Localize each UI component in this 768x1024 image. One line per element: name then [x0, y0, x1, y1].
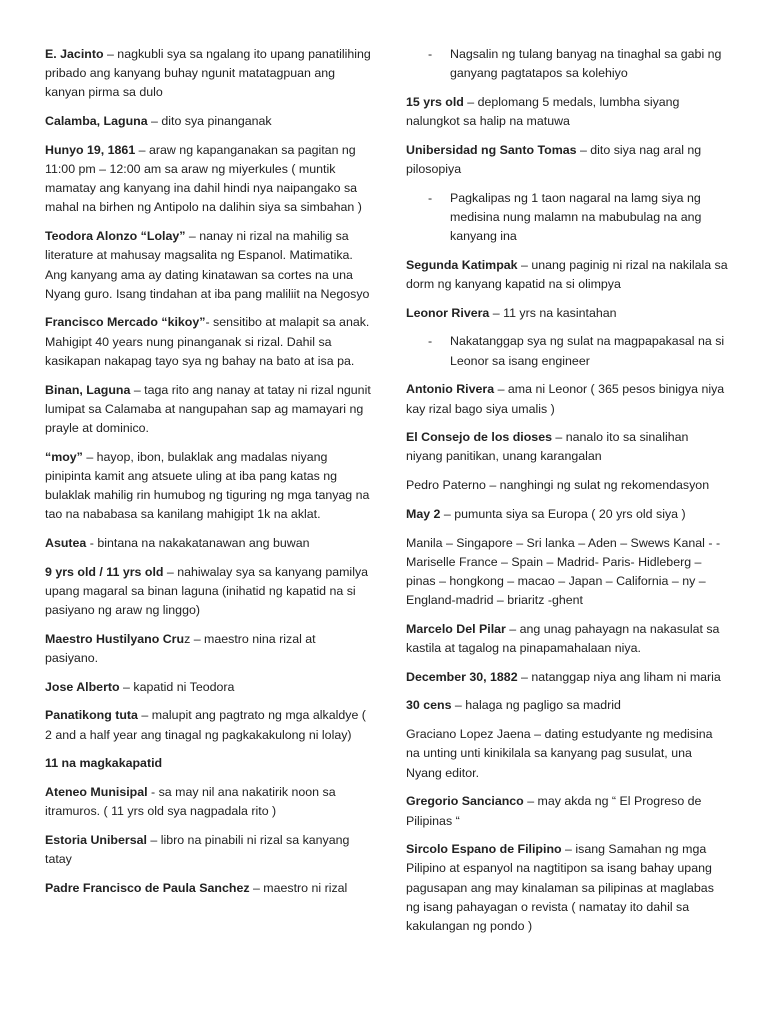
- note-entry: [45, 381, 371, 439]
- note-entry: [406, 792, 728, 830]
- note-entry: [45, 112, 371, 131]
- note-entry: [406, 840, 728, 936]
- note-entry: [45, 754, 371, 773]
- note-entry: [406, 620, 728, 658]
- note-entry: [406, 256, 728, 294]
- entry-term: Binan, Laguna: [45, 382, 131, 397]
- note-entry: [406, 476, 728, 495]
- right-column: [406, 45, 728, 946]
- sub-bullet-text: Nakatanggap sya ng sulat na magpapakasal na si Leonor sa isang engineer: [450, 334, 725, 368]
- entry-term: 9 yrs old / 11 yrs old: [45, 564, 164, 579]
- entry-text: z – maestro nina rizal at pasiyano.: [45, 631, 316, 665]
- entry-term: Ateneo Munisipal: [45, 785, 148, 799]
- entry-term: Unibersidad ng Santo Tomas: [406, 142, 577, 157]
- entry-term: Asutea: [45, 535, 87, 550]
- bullet-dash: -: [428, 47, 433, 61]
- entry-term: Teodora Alonzo “Lolay”: [45, 229, 186, 244]
- entry-term: Estoria Unibersal: [45, 832, 147, 847]
- bullet-dash: -: [428, 190, 433, 205]
- entry-text: Pedro Paterno – nanghingi ng sulat ng rekomendasyon: [406, 478, 710, 493]
- entry-text: – ama ni Leonor ( 365 pesos binigya niya kay rizal bago siya umalis ): [406, 382, 725, 416]
- entry-text: – unang paginig ni rizal na nakilala sa dorm ng kanyang kapatid na si olimpya: [406, 257, 728, 292]
- entry-text: – isang Samahan ng mga Pilipino at espanyol na nagtitipon sa isang bahay upang pagusapan ang may kinalaman sa pilipinas at maglabas ng isang pahayagan o revista ( namatay ito dahil sa kakulangan ng pondo ): [406, 842, 714, 934]
- entry-term: Gregorio Sancianco: [406, 794, 524, 809]
- note-entry: [406, 696, 728, 715]
- entry-text: – halaga ng pagligo sa madrid: [451, 698, 621, 713]
- entry-text: – may akda ng “ El Progreso de Pilipinas “: [406, 794, 702, 828]
- entry-term: 11 na magkakapatid: [45, 756, 163, 771]
- entry-term: Sircolo Espano de Filipino: [406, 842, 562, 857]
- entry-text: – dito siya nag aral ng pilosopiya: [406, 142, 702, 177]
- entry-text: - bintana na nakakatanawan ang buwan: [86, 535, 310, 550]
- entry-text: - sa may nil ana nakatirik noon sa itramuros. ( 11 yrs old sya nagpadala rito ): [45, 785, 336, 819]
- entry-term: “moy”: [45, 449, 83, 464]
- entry-term: Panatikong tuta: [45, 708, 138, 723]
- entry-term: Marcelo Del Pilar: [406, 621, 506, 636]
- entry-term: Calamba, Laguna: [45, 114, 148, 129]
- note-entry: [406, 380, 728, 418]
- entry-text: – 11 yrs na kasintahan: [489, 305, 617, 320]
- note-entry: [406, 93, 728, 131]
- note-entry: [406, 534, 728, 611]
- note-entry: [45, 879, 371, 898]
- note-entry: [45, 313, 371, 371]
- note-entry: [45, 448, 371, 525]
- entry-term: Francisco Mercado “kikoy”: [45, 315, 206, 330]
- entry-text: – kapatid ni Teodora: [119, 679, 235, 694]
- entry-text: – taga rito ang nanay at tatay ni rizal ngunit lumipat sa Calamaba at nangupahan sap ag mamayari ng prayle at dominico.: [45, 382, 371, 435]
- entry-text: – nahiwalay sya sa kanyang pamilya upang magaral sa binan laguna (inihatid ng kapatid na si pasiyano ng araw ng linggo): [45, 564, 369, 618]
- entry-term: 30 cens: [406, 698, 452, 713]
- note-entry: [45, 783, 371, 821]
- note-entry: [45, 678, 371, 697]
- sub-bullet-item: [406, 332, 728, 370]
- left-column: [45, 45, 371, 908]
- entry-term: Segunda Katimpak: [406, 257, 518, 272]
- entry-term: 15 yrs old: [406, 94, 464, 109]
- entry-term: Padre Francisco de Paula Sanchez: [45, 880, 250, 895]
- entry-text: – libro na pinabili ni rizal sa kanyang tatay: [45, 832, 350, 867]
- entry-text: - sensitibo at malapit sa anak. Mahigipt 40 years nung pinanganak si rizal. Dahil sa kasikapan nakapag tayo sya ng bahay na bato at isa pa.: [45, 315, 370, 368]
- entry-term: Antonio Rivera: [406, 382, 495, 397]
- entry-text: – maestro ni rizal: [249, 880, 348, 895]
- bullet-dash: -: [428, 334, 433, 349]
- entry-term: Hunyo 19, 1861: [45, 142, 136, 157]
- entry-term: Leonor Rivera: [406, 305, 490, 320]
- entry-text: – araw ng kapanganakan sa pagitan ng 11:00 pm – 12:00 am sa araw ng miyerkules ( muntik mamatay ang kanyang ina dahil hindi nya naipangako sa mahal na birhen ng Antipolo na dalihin siya sa simbahan ): [45, 142, 362, 215]
- sub-bullet-text: Nagsalin ng tulang banyag na tinaghal sa gabi ng ganyang pagtatapos sa kolehiyo: [450, 47, 722, 81]
- note-entry: [406, 428, 728, 466]
- entry-term: Jose Alberto: [45, 679, 120, 694]
- entry-text: – hayop, ibon, bulaklak ang madalas niyang pinipinta kamit ang atsuete uling at iba pang katas ng bulaklak mahilig rin humubog ng tiguring ng mga tanyag na tao na nababasa sa kanilang mahigipt 1k na aklat.: [45, 449, 370, 522]
- entry-text: – nagkubli sya sa ngalang ito upang panatilihing pribado ang kanyang buhay ngunit matatagpuan ang kanyan pirma sa dulo: [45, 47, 371, 100]
- entry-term: E. Jacinto: [45, 47, 104, 61]
- note-entry: [406, 304, 728, 323]
- entry-text: – natanggap niya ang liham ni maria: [517, 669, 721, 684]
- note-entry: [45, 227, 371, 304]
- entry-term: El Consejo de los dioses: [406, 430, 552, 445]
- sub-bullet-item: [406, 45, 728, 83]
- entry-text: – nanay ni rizal na mahilig sa literature at mahusay magsalita ng Espanol. Matimatika. Ang kanyang ama ay dating kinatawan sa cortes na una Nyang guro. Isang tindahan at iba pang maliliit na Negosyo: [45, 229, 370, 301]
- entry-text: Manila – Singapore – Sri lanka – Aden – Swews Kanal - - Mariselle France – Spain – Madrid- Paris- Hidleberg – pinas – hongkong – macao – Japan – California – ny – England-madrid – briaritz -ghent: [406, 535, 721, 608]
- sub-bullet-item: [406, 189, 728, 247]
- entry-term: Maestro Hustilyano Cru: [45, 631, 185, 646]
- entry-term: December 30, 1882: [406, 669, 518, 684]
- note-entry: [45, 706, 371, 744]
- entry-text: – ang unag pahayagn na nakasulat sa kastila at tagalog na pinapamahalaan niya.: [406, 621, 720, 656]
- note-entry: [45, 563, 371, 621]
- note-entry: [45, 831, 371, 869]
- note-entry: [406, 725, 728, 783]
- note-entry: [406, 505, 728, 524]
- entry-text: – pumunta siya sa Europa ( 20 yrs old siya ): [440, 506, 686, 521]
- entry-text: Graciano Lopez Jaena – dating estudyante ng medisina na unting unti kinikilala sa kanyang pag susulat, una Nyang editor.: [406, 727, 713, 780]
- entry-text: – nanalo ito sa sinalihan niyang panitikan, unang karangalan: [406, 430, 689, 464]
- note-entry: [45, 45, 371, 103]
- sub-bullet-text: Pagkalipas ng 1 taon nagaral na lamg siya ng medisina nung malamn na mabubulag na ang kanyang ina: [450, 190, 702, 244]
- note-entry: [45, 630, 371, 668]
- entry-text: – malupit ang pagtrato ng mga alkaldye ( 2 and a half year ang tinagal ng pagkakakulong ni lolay): [45, 708, 366, 742]
- note-entry: [406, 668, 728, 687]
- note-entry: [45, 141, 371, 218]
- entry-text: – dito sya pinanganak: [147, 114, 272, 129]
- entry-text: – deplomang 5 medals, lumbha siyang nalungkot sa halip na matuwa: [406, 94, 680, 129]
- note-entry: [45, 534, 371, 553]
- entry-term: May 2: [406, 506, 441, 521]
- note-entry: [406, 141, 728, 179]
